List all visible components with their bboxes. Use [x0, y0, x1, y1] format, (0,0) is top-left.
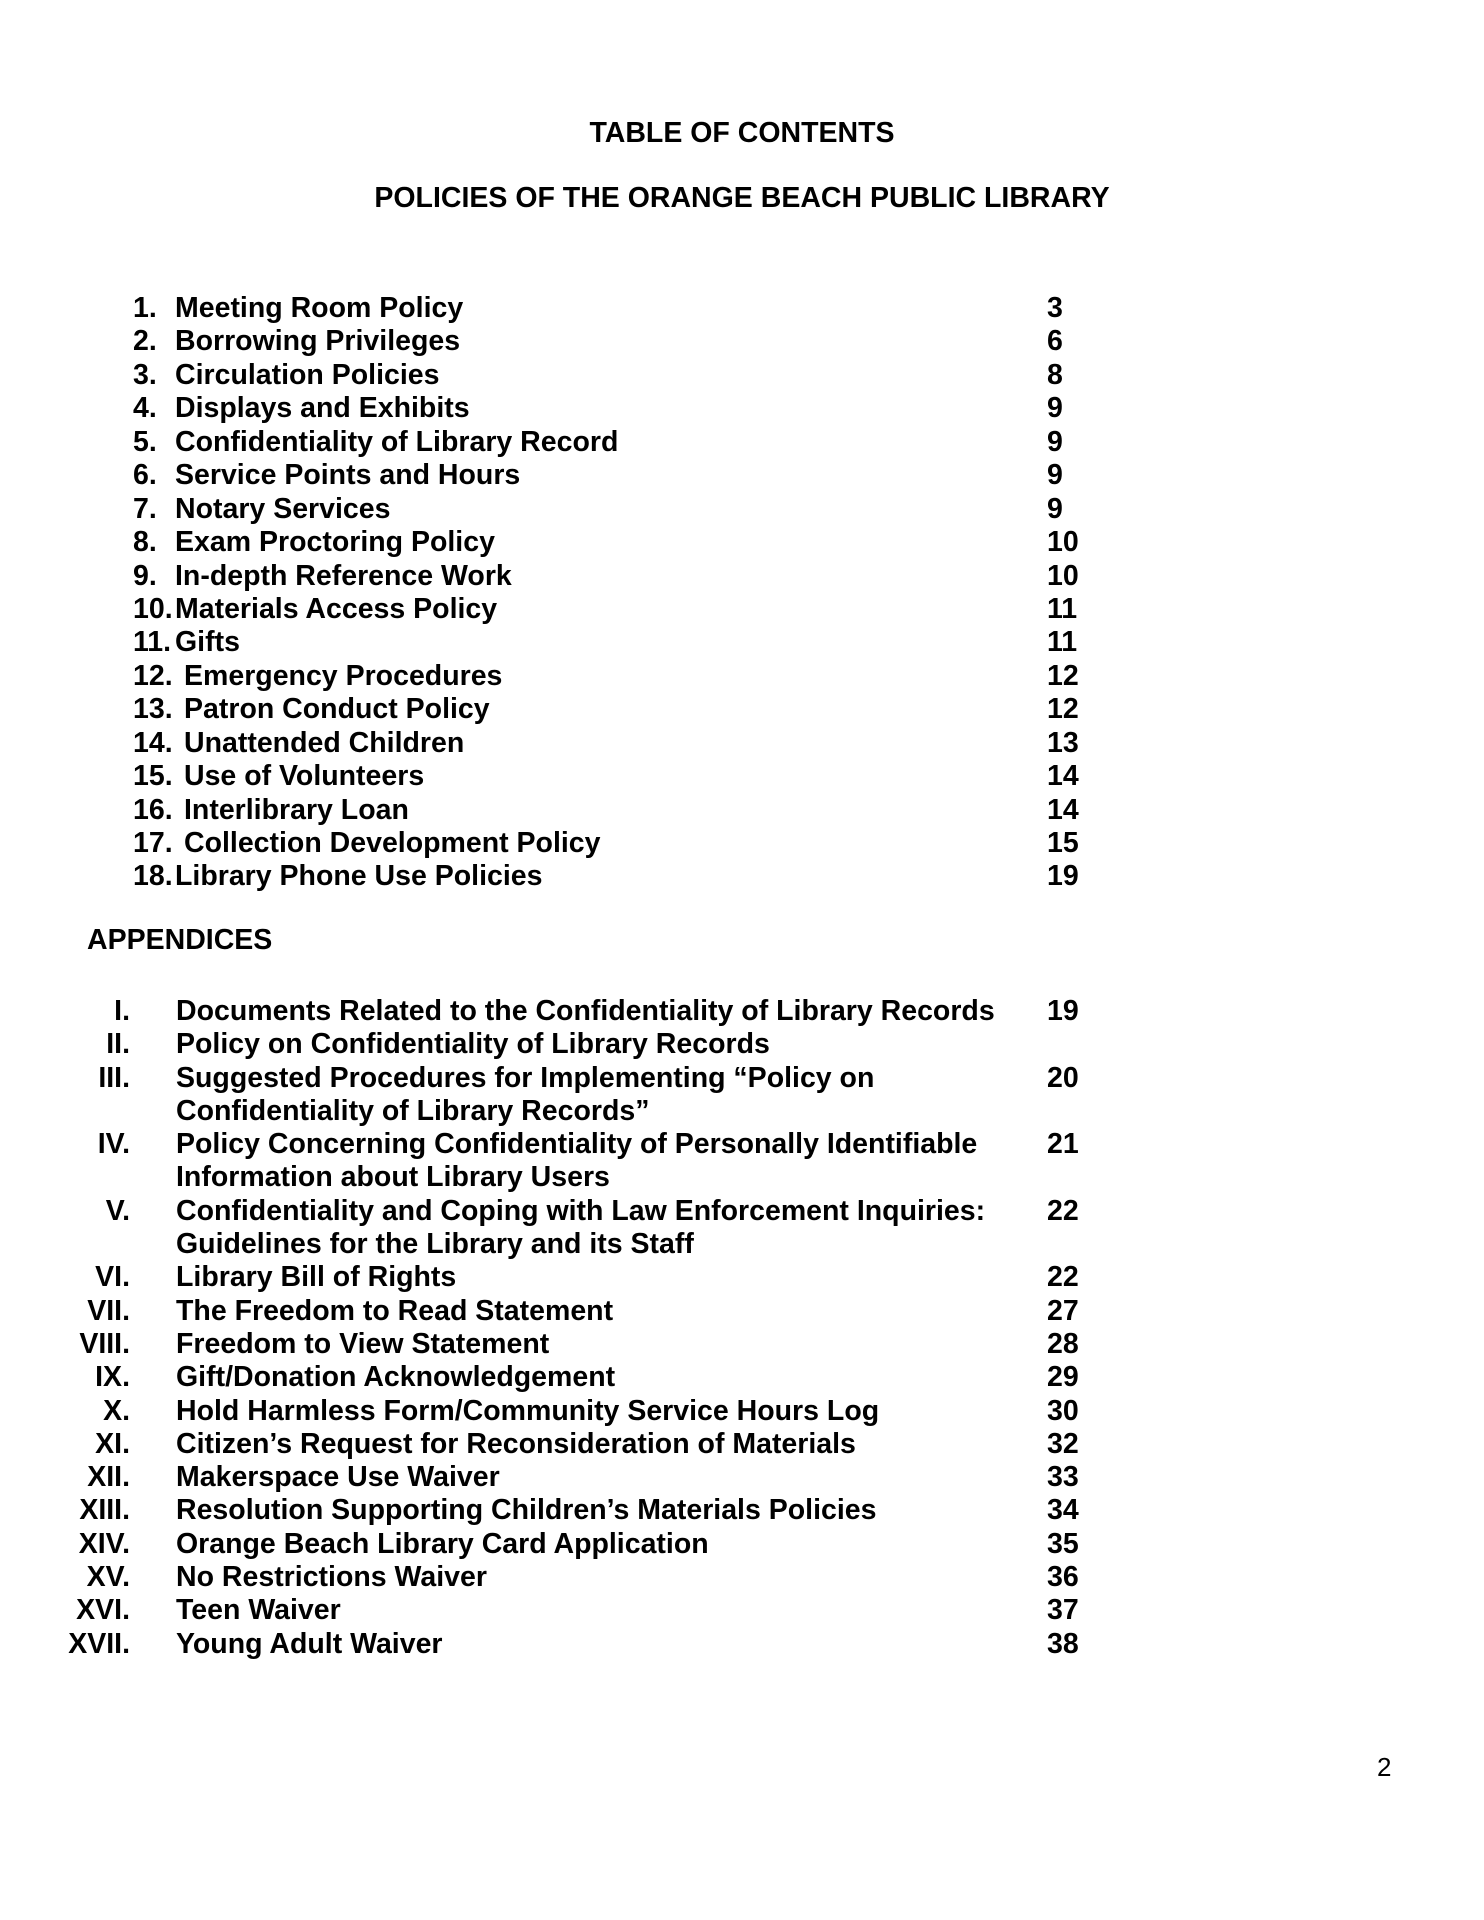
entry-number: 18. — [133, 860, 173, 893]
entry-title: In-depth Reference Work — [175, 559, 512, 592]
appendix-page-number: 30 — [1047, 1394, 1079, 1427]
entry-title: Library Phone Use Policies — [175, 860, 543, 893]
entry-number: 16. — [133, 793, 173, 826]
entry-page-number: 19 — [1047, 860, 1079, 893]
appendix-title-line: Confidentiality of Library Records” — [176, 1094, 650, 1127]
toc-entry[interactable] — [0, 626, 1484, 659]
appendix-entry[interactable] — [0, 1528, 1484, 1561]
appendix-title — [176, 1028, 1016, 1061]
appendix-title — [176, 1062, 1016, 1129]
appendix-title-line: Freedom to View Statement — [176, 1327, 550, 1360]
appendix-title — [176, 1494, 1016, 1527]
toc-entry[interactable] — [0, 426, 1484, 459]
entry-page-number: 3 — [1047, 292, 1063, 324]
entry-number: 1. — [133, 292, 157, 324]
appendix-entry[interactable] — [0, 1395, 1484, 1428]
entry-number: 15. — [133, 760, 173, 793]
entry-number: 7. — [133, 492, 157, 525]
entry-page-number: 14 — [1047, 793, 1079, 826]
appendix-page-number: 22 — [1047, 1194, 1079, 1227]
entry-page-number: 9 — [1047, 459, 1063, 492]
appendix-title-line: The Freedom to Read Statement — [176, 1294, 614, 1327]
appendix-numeral: II. — [106, 1028, 130, 1061]
entry-title: Interlibrary Loan — [184, 793, 409, 826]
appendix-numeral: XIV. — [78, 1527, 130, 1560]
entry-page-number: 8 — [1047, 358, 1063, 391]
appendix-entry[interactable] — [0, 1594, 1484, 1627]
entry-page-number: 15 — [1047, 827, 1079, 859]
appendix-title — [176, 1594, 1016, 1627]
appendix-entry[interactable] — [0, 1295, 1484, 1328]
appendix-numeral: VI. — [95, 1261, 130, 1294]
toc-entry[interactable] — [0, 325, 1484, 358]
page-number: 2 — [1377, 1752, 1392, 1782]
appendix-title-line: Policy on Confidentiality of Library Records — [176, 1028, 770, 1061]
toc-entry[interactable] — [0, 727, 1484, 760]
toc-entry[interactable] — [0, 560, 1484, 593]
appendix-numeral: XII. — [87, 1461, 130, 1494]
appendix-page-number: 34 — [1047, 1494, 1079, 1527]
appendix-numeral: IX. — [95, 1361, 130, 1394]
appendix-numeral: XV. — [86, 1561, 130, 1594]
toc-entry[interactable] — [0, 794, 1484, 827]
appendix-numeral: XVII. — [68, 1627, 130, 1660]
entry-title: Gifts — [175, 626, 240, 659]
appendix-entry[interactable] — [0, 1561, 1484, 1594]
entry-title: Circulation Policies — [175, 358, 440, 391]
appendix-title-line: Young Adult Waiver — [176, 1627, 443, 1660]
entry-page-number: 11 — [1047, 592, 1078, 625]
entry-page-number: 9 — [1047, 392, 1063, 425]
appendix-page-number: 33 — [1047, 1461, 1079, 1494]
toc-entry[interactable] — [0, 860, 1484, 893]
entry-page-number: 12 — [1047, 693, 1079, 726]
appendix-title — [176, 1328, 1016, 1361]
entry-number: 10. — [133, 592, 173, 625]
entry-title: Use of Volunteers — [184, 760, 425, 793]
appendix-numeral: XIII. — [79, 1494, 130, 1527]
entry-title: Patron Conduct Policy — [184, 693, 490, 726]
toc-entry[interactable] — [0, 827, 1484, 860]
appendix-page-number: 22 — [1047, 1261, 1079, 1294]
appendix-page-number: 27 — [1047, 1294, 1079, 1327]
entry-page-number: 10 — [1047, 559, 1079, 592]
appendix-numeral: I. — [114, 995, 130, 1027]
appendix-title-line: Suggested Procedures for Implementing “Policy on — [176, 1061, 875, 1094]
appendix-page-number: 29 — [1047, 1361, 1079, 1394]
appendix-title — [176, 1461, 1016, 1494]
appendix-page-number: 28 — [1047, 1327, 1079, 1360]
entry-page-number: 9 — [1047, 425, 1063, 458]
appendix-title-line: Confidentiality and Coping with Law Enforcement Inquiries: — [176, 1194, 986, 1227]
appendix-entry[interactable] — [0, 1361, 1484, 1394]
entry-title: Meeting Room Policy — [175, 292, 464, 324]
appendix-entry[interactable] — [0, 1628, 1484, 1661]
appendix-numeral: III. — [98, 1061, 130, 1094]
entry-page-number: 12 — [1047, 659, 1079, 692]
appendix-entry[interactable] — [0, 995, 1484, 1028]
appendix-title — [176, 1361, 1016, 1394]
appendix-title-line: Makerspace Use Waiver — [176, 1461, 500, 1494]
entry-number: 8. — [133, 526, 157, 559]
appendix-page-number: 37 — [1047, 1594, 1079, 1627]
entry-number: 3. — [133, 358, 157, 391]
entry-title: Displays and Exhibits — [175, 392, 470, 425]
appendix-title-line: Information about Library Users — [176, 1161, 610, 1194]
entry-title: Unattended Children — [184, 726, 465, 759]
entry-number: 2. — [133, 325, 157, 358]
appendix-numeral: IV. — [97, 1128, 130, 1161]
appendix-page-number: 36 — [1047, 1561, 1079, 1594]
appendix-title — [176, 1528, 1016, 1561]
appendix-page-number: 38 — [1047, 1627, 1079, 1660]
appendix-entry[interactable] — [0, 1494, 1484, 1527]
entry-title: Exam Proctoring Policy — [175, 526, 495, 559]
entry-page-number: 9 — [1047, 492, 1063, 525]
appendix-entry[interactable] — [0, 1195, 1484, 1262]
toc-entry[interactable] — [0, 526, 1484, 559]
entry-number: 17. — [133, 827, 173, 859]
appendix-title-line: Teen Waiver — [176, 1594, 341, 1627]
appendix-entry[interactable] — [0, 1062, 1484, 1129]
toc-title: TABLE OF CONTENTS — [589, 117, 895, 149]
entry-title: Materials Access Policy — [175, 592, 498, 625]
entry-title: Emergency Procedures — [184, 659, 503, 692]
toc-entry[interactable] — [0, 660, 1484, 693]
appendix-title-line: Policy Concerning Confidentiality of Personally Identifiable — [176, 1128, 978, 1161]
toc-entry[interactable] — [0, 459, 1484, 492]
appendix-entry[interactable] — [0, 1328, 1484, 1361]
entry-title: Borrowing Privileges — [175, 325, 461, 358]
toc-entry[interactable] — [0, 593, 1484, 626]
appendix-title — [176, 1128, 1016, 1195]
appendix-title — [176, 1395, 1016, 1428]
appendix-numeral: XVI. — [76, 1594, 130, 1627]
entry-page-number: 14 — [1047, 760, 1079, 793]
appendix-entry[interactable] — [0, 1428, 1484, 1461]
entry-title: Service Points and Hours — [175, 459, 521, 492]
toc-entry[interactable] — [0, 493, 1484, 526]
appendix-title-line: Resolution Supporting Children’s Materials Policies — [176, 1494, 877, 1527]
appendix-title — [176, 1261, 1016, 1294]
appendix-title-line: No Restrictions Waiver — [176, 1561, 487, 1594]
appendix-numeral: XI. — [95, 1427, 130, 1460]
entry-number: 14. — [133, 726, 173, 759]
appendix-title-line: Orange Beach Library Card Application — [176, 1527, 709, 1560]
entry-title: Confidentiality of Library Record — [175, 425, 619, 458]
toc-entry[interactable] — [0, 292, 1484, 325]
appendix-page-number: 19 — [1047, 995, 1079, 1027]
entry-page-number: 11 — [1047, 626, 1078, 659]
appendix-page-number: 32 — [1047, 1427, 1079, 1460]
entry-page-number: 10 — [1047, 526, 1079, 559]
toc-entry[interactable] — [0, 760, 1484, 793]
policy-list — [0, 292, 1484, 894]
appendix-title — [176, 1628, 1016, 1661]
appendix-entry[interactable] — [0, 1461, 1484, 1494]
appendix-title-line: Documents Related to the Confidentiality of Library Records — [176, 995, 995, 1027]
entry-number: 5. — [133, 425, 157, 458]
entry-page-number: 6 — [1047, 325, 1063, 358]
entry-number: 4. — [133, 392, 157, 425]
appendix-entry[interactable] — [0, 1028, 1484, 1061]
appendix-page-number: 35 — [1047, 1527, 1079, 1560]
appendix-numeral: VIII. — [79, 1327, 130, 1360]
appendix-list — [0, 995, 1484, 1661]
toc-entry[interactable] — [0, 392, 1484, 425]
appendix-title-line: Citizen’s Request for Reconsideration of Materials — [176, 1427, 856, 1460]
entry-number: 9. — [133, 559, 157, 592]
appendix-numeral: X. — [103, 1394, 130, 1427]
appendix-title-line: Gift/Donation Acknowledgement — [176, 1361, 616, 1394]
appendix-title — [176, 1561, 1016, 1594]
toc-entry[interactable] — [0, 359, 1484, 392]
appendix-title-line: Hold Harmless Form/Community Service Hours Log — [176, 1394, 880, 1427]
appendix-title-line: Guidelines for the Library and its Staff — [176, 1228, 694, 1261]
entry-page-number: 13 — [1047, 726, 1079, 759]
appendix-page-number: 20 — [1047, 1061, 1079, 1094]
appendix-title-line: Library Bill of Rights — [176, 1261, 457, 1294]
appendices-heading: APPENDICES — [87, 924, 273, 956]
toc-subtitle: POLICIES OF THE ORANGE BEACH PUBLIC LIBRARY — [374, 182, 1110, 214]
entry-number: 6. — [133, 459, 157, 492]
entry-title: Notary Services — [175, 492, 391, 525]
appendix-entry[interactable] — [0, 1261, 1484, 1294]
appendix-entry[interactable] — [0, 1128, 1484, 1195]
appendix-numeral: VII. — [87, 1294, 130, 1327]
entry-title: Collection Development Policy — [184, 827, 601, 859]
appendix-page-number: 21 — [1047, 1128, 1079, 1161]
entry-number: 12. — [133, 659, 173, 692]
appendix-numeral: V. — [105, 1194, 130, 1227]
appendix-title — [176, 1428, 1016, 1461]
toc-entry[interactable] — [0, 693, 1484, 726]
appendix-title — [176, 995, 1016, 1028]
entry-number: 13. — [133, 693, 173, 726]
appendix-title — [176, 1195, 1016, 1262]
appendix-title — [176, 1295, 1016, 1328]
entry-number: 11. — [133, 626, 172, 659]
